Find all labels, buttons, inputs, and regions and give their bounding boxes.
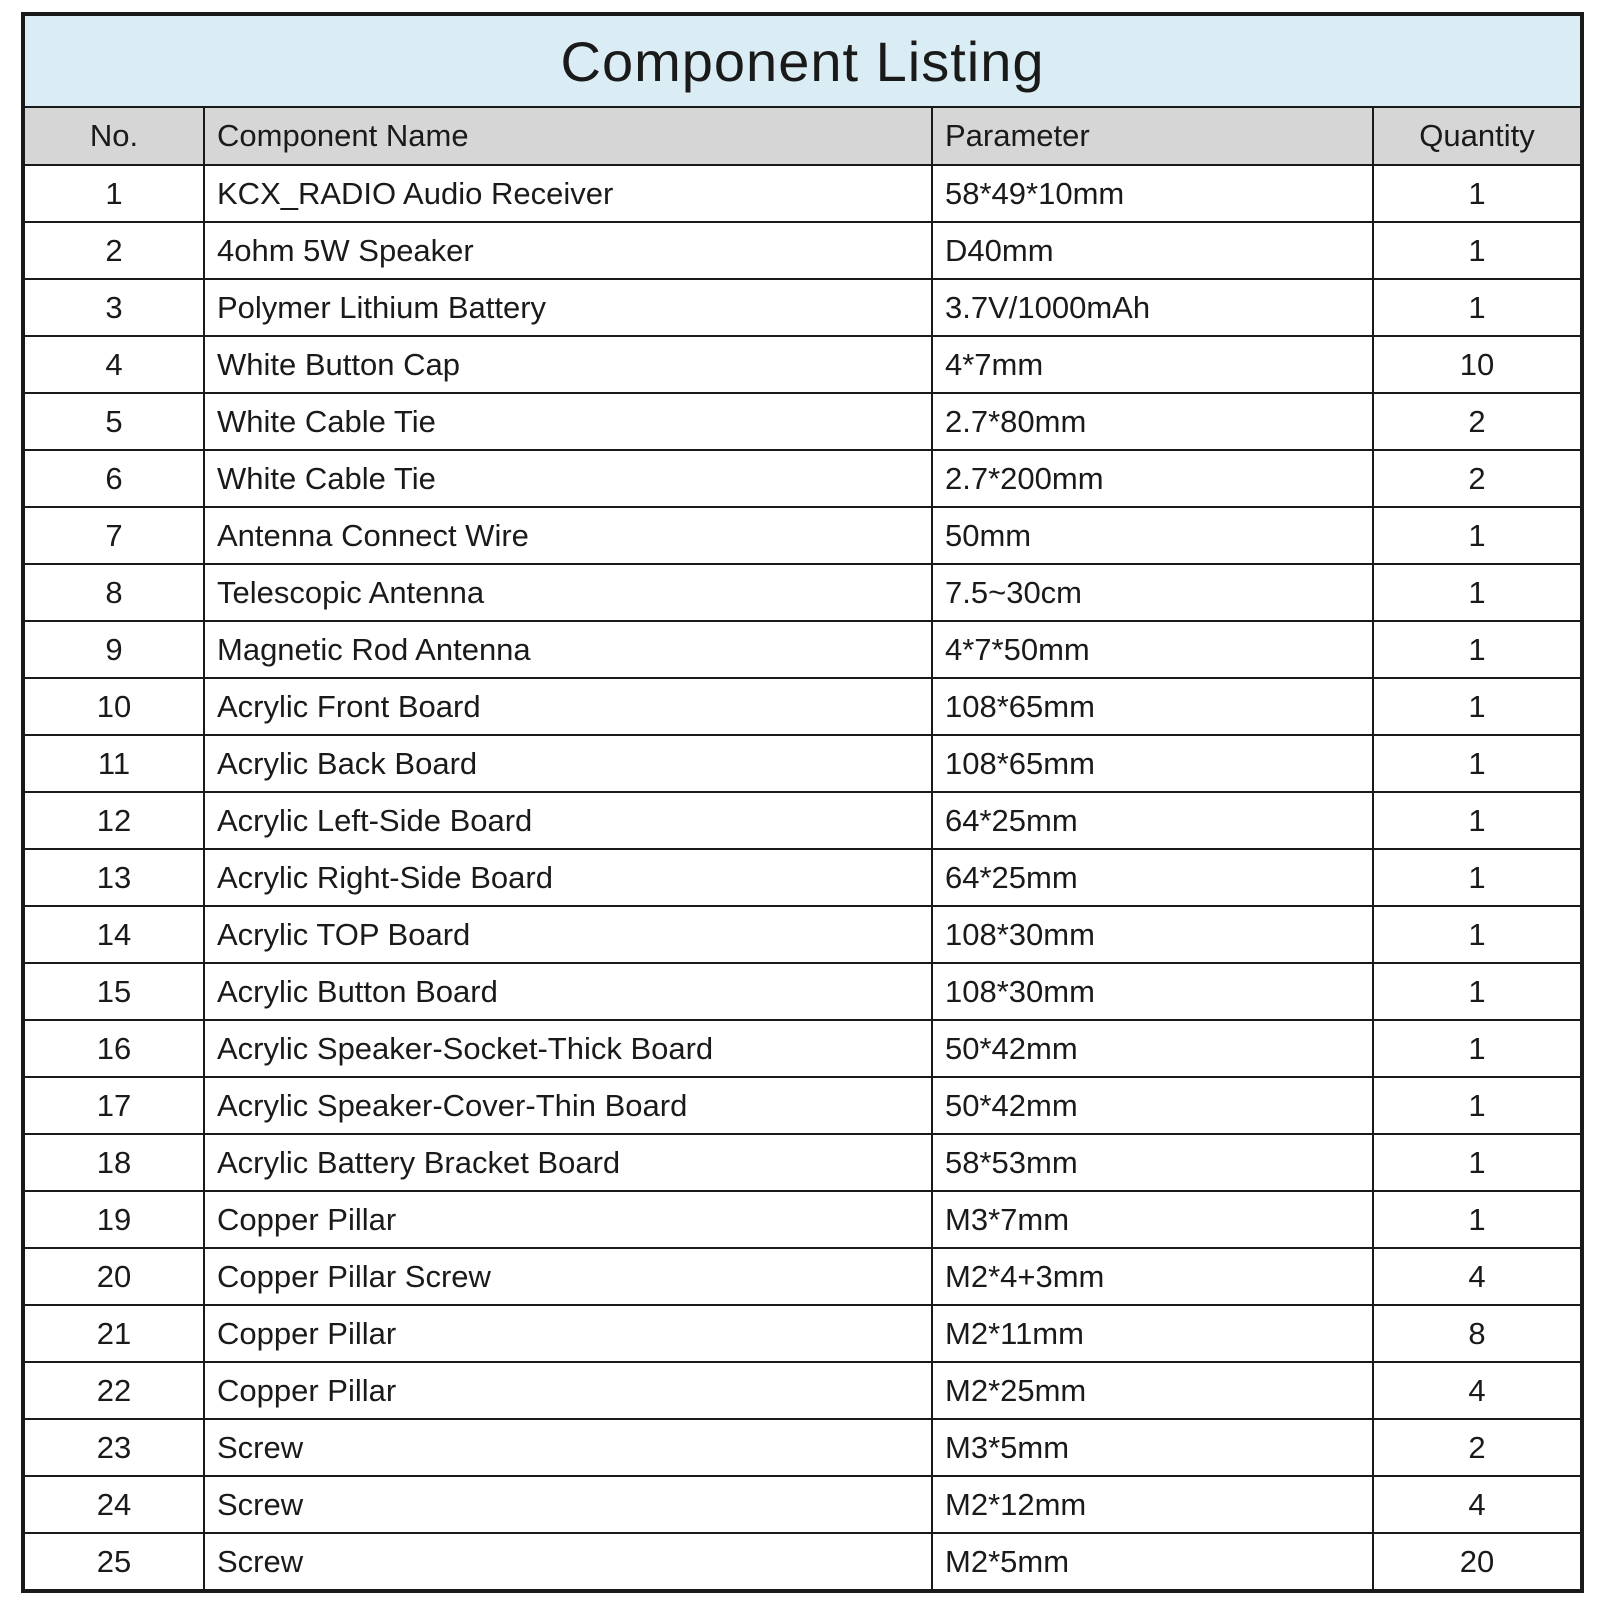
parameter-cell: 108*30mm [932, 963, 1373, 1020]
table-row [23, 1077, 1582, 1134]
header-row [23, 107, 1582, 165]
parameter-cell: M2*25mm [932, 1362, 1373, 1419]
quantity-cell: 1 [1373, 678, 1582, 735]
component-name-cell: Acrylic Right-Side Board [204, 849, 932, 906]
component-name-cell: Screw [204, 1476, 932, 1533]
quantity-cell: 1 [1373, 735, 1582, 792]
component-name-cell: White Cable Tie [204, 450, 932, 507]
row-number-cell: 11 [23, 735, 204, 792]
component-name-cell: Acrylic Button Board [204, 963, 932, 1020]
table-row [23, 963, 1582, 1020]
table-row [23, 678, 1582, 735]
quantity-cell: 1 [1373, 1191, 1582, 1248]
table-row [23, 735, 1582, 792]
quantity-cell: 1 [1373, 621, 1582, 678]
header-component-name: Component Name [204, 107, 932, 165]
quantity-cell: 1 [1373, 792, 1582, 849]
row-number-cell: 13 [23, 849, 204, 906]
parameter-cell: 50*42mm [932, 1077, 1373, 1134]
quantity-cell: 2 [1373, 393, 1582, 450]
row-number-cell: 7 [23, 507, 204, 564]
component-name-cell: Acrylic Back Board [204, 735, 932, 792]
table-row [23, 279, 1582, 336]
component-name-cell: Acrylic Front Board [204, 678, 932, 735]
table-row [23, 621, 1582, 678]
parameter-cell: 64*25mm [932, 849, 1373, 906]
component-name-cell: White Cable Tie [204, 393, 932, 450]
row-number-cell: 4 [23, 336, 204, 393]
row-number-cell: 5 [23, 393, 204, 450]
table-row [23, 1362, 1582, 1419]
row-number-cell: 20 [23, 1248, 204, 1305]
row-number-cell: 6 [23, 450, 204, 507]
quantity-cell: 1 [1373, 1020, 1582, 1077]
quantity-cell: 4 [1373, 1248, 1582, 1305]
component-name-cell: Screw [204, 1533, 932, 1591]
table-row [23, 165, 1582, 222]
parameter-cell: 4*7mm [932, 336, 1373, 393]
component-name-cell: Acrylic Left-Side Board [204, 792, 932, 849]
component-name-cell: Screw [204, 1419, 932, 1476]
header-no: No. [23, 107, 204, 165]
table-row [23, 564, 1582, 621]
row-number-cell: 19 [23, 1191, 204, 1248]
quantity-cell: 20 [1373, 1533, 1582, 1591]
component-name-cell: Acrylic Speaker-Cover-Thin Board [204, 1077, 932, 1134]
row-number-cell: 15 [23, 963, 204, 1020]
component-name-cell: Acrylic Speaker-Socket-Thick Board [204, 1020, 932, 1077]
parameter-cell: 3.7V/1000mAh [932, 279, 1373, 336]
component-name-cell: Telescopic Antenna [204, 564, 932, 621]
component-name-cell: Antenna Connect Wire [204, 507, 932, 564]
component-name-cell: KCX_RADIO Audio Receiver [204, 165, 932, 222]
header-quantity: Quantity [1373, 107, 1582, 165]
parameter-cell: M2*11mm [932, 1305, 1373, 1362]
quantity-cell: 1 [1373, 564, 1582, 621]
quantity-cell: 1 [1373, 165, 1582, 222]
parameter-cell: 108*30mm [932, 906, 1373, 963]
row-number-cell: 10 [23, 678, 204, 735]
page-title: Component Listing [23, 14, 1582, 107]
table-row [23, 1476, 1582, 1533]
table-row [23, 792, 1582, 849]
table-row [23, 1248, 1582, 1305]
parameter-cell: M2*5mm [932, 1533, 1373, 1591]
quantity-cell: 1 [1373, 279, 1582, 336]
table-row [23, 1533, 1582, 1591]
quantity-cell: 1 [1373, 1077, 1582, 1134]
table-row [23, 1020, 1582, 1077]
component-name-cell: Copper Pillar [204, 1305, 932, 1362]
title-row [23, 14, 1582, 107]
table-row [23, 906, 1582, 963]
parameter-cell: 108*65mm [932, 735, 1373, 792]
component-name-cell: Copper Pillar [204, 1191, 932, 1248]
header-parameter: Parameter [932, 107, 1373, 165]
component-name-cell: Polymer Lithium Battery [204, 279, 932, 336]
row-number-cell: 3 [23, 279, 204, 336]
parameter-cell: M2*12mm [932, 1476, 1373, 1533]
row-number-cell: 12 [23, 792, 204, 849]
quantity-cell: 4 [1373, 1476, 1582, 1533]
parameter-cell: 50*42mm [932, 1020, 1373, 1077]
row-number-cell: 21 [23, 1305, 204, 1362]
table-row [23, 849, 1582, 906]
table-row [23, 336, 1582, 393]
component-name-cell: Acrylic TOP Board [204, 906, 932, 963]
quantity-cell: 8 [1373, 1305, 1582, 1362]
parameter-cell: 50mm [932, 507, 1373, 564]
row-number-cell: 22 [23, 1362, 204, 1419]
quantity-cell: 4 [1373, 1362, 1582, 1419]
table-row [23, 1134, 1582, 1191]
parameter-cell: M2*4+3mm [932, 1248, 1373, 1305]
row-number-cell: 23 [23, 1419, 204, 1476]
quantity-cell: 1 [1373, 963, 1582, 1020]
row-number-cell: 24 [23, 1476, 204, 1533]
component-name-cell: 4ohm 5W Speaker [204, 222, 932, 279]
parameter-cell: M3*5mm [932, 1419, 1373, 1476]
quantity-cell: 1 [1373, 906, 1582, 963]
table-row [23, 1191, 1582, 1248]
parameter-cell: M3*7mm [932, 1191, 1373, 1248]
table-row [23, 1305, 1582, 1362]
table-row [23, 450, 1582, 507]
table-row [23, 222, 1582, 279]
quantity-cell: 2 [1373, 1419, 1582, 1476]
parameter-cell: 4*7*50mm [932, 621, 1373, 678]
row-number-cell: 25 [23, 1533, 204, 1591]
row-number-cell: 9 [23, 621, 204, 678]
table-row [23, 507, 1582, 564]
row-number-cell: 2 [23, 222, 204, 279]
quantity-cell: 1 [1373, 507, 1582, 564]
component-name-cell: Acrylic Battery Bracket Board [204, 1134, 932, 1191]
quantity-cell: 2 [1373, 450, 1582, 507]
quantity-cell: 1 [1373, 222, 1582, 279]
parameter-cell: 58*49*10mm [932, 165, 1373, 222]
table-row [23, 1419, 1582, 1476]
table-body [23, 165, 1582, 1591]
parameter-cell: 64*25mm [932, 792, 1373, 849]
component-name-cell: Copper Pillar [204, 1362, 932, 1419]
quantity-cell: 1 [1373, 1134, 1582, 1191]
parameter-cell: 108*65mm [932, 678, 1373, 735]
quantity-cell: 1 [1373, 849, 1582, 906]
parameter-cell: 2.7*200mm [932, 450, 1373, 507]
component-name-cell: White Button Cap [204, 336, 932, 393]
parameter-cell: 2.7*80mm [932, 393, 1373, 450]
component-name-cell: Copper Pillar Screw [204, 1248, 932, 1305]
parameter-cell: 58*53mm [932, 1134, 1373, 1191]
quantity-cell: 10 [1373, 336, 1582, 393]
component-listing-table [21, 12, 1584, 1593]
row-number-cell: 16 [23, 1020, 204, 1077]
row-number-cell: 14 [23, 906, 204, 963]
parameter-cell: D40mm [932, 222, 1373, 279]
parameter-cell: 7.5~30cm [932, 564, 1373, 621]
component-name-cell: Magnetic Rod Antenna [204, 621, 932, 678]
row-number-cell: 18 [23, 1134, 204, 1191]
row-number-cell: 17 [23, 1077, 204, 1134]
row-number-cell: 8 [23, 564, 204, 621]
row-number-cell: 1 [23, 165, 204, 222]
table-row [23, 393, 1582, 450]
